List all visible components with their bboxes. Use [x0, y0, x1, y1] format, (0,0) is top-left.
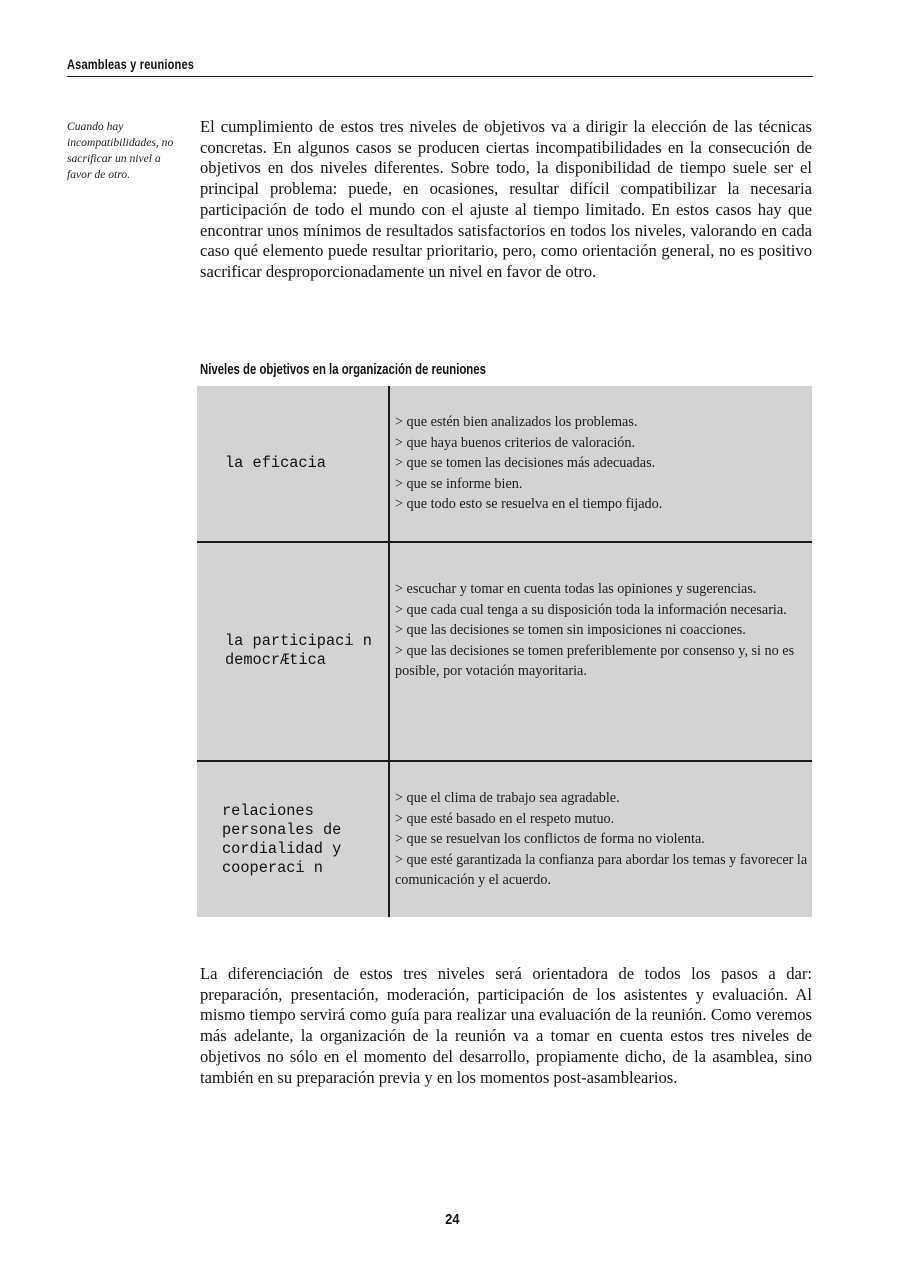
running-header-title: Asambleas y reuniones	[67, 57, 195, 72]
list-item: > que esté basado en el respeto mutuo.	[395, 810, 615, 827]
row-items-relations	[395, 788, 810, 891]
body-paragraph-closing: La diferenciación de estos tres niveles será orientadora de todos los pasos a dar: preparación, presentación, moderación, participación de los asistentes y evaluación. Al mismo tiempo servirá como guía para realizar una evaluación de la reunión. Como veremos más adelante, la organización de la reunión va a tomar en cuenta estos tres niveles de objetivos no sólo en el momento del desarrollo, propiamente dicho, de la asamblea, sino también en su preparación previa y en los momentos post-asamblearios.	[200, 964, 812, 1087]
list-item: > que las decisiones se tomen preferiblemente por consenso y, si no es posible, por votación mayoritaria.	[395, 642, 795, 680]
list-item: > que haya buenos criterios de valoración.	[395, 434, 636, 451]
row-items-participation	[395, 579, 810, 682]
list-item: > que se informe bien.	[395, 475, 523, 492]
list-item: > que se resuelvan los conflictos de forma no violenta.	[395, 831, 705, 848]
row-label-efficacy: la eficacia	[225, 454, 326, 472]
margin-note: Cuando hay incompatibilidades, no sacrificar un nivel a favor de otro.	[67, 120, 174, 182]
page-number-value: 24	[445, 1211, 460, 1228]
list-item: > que se tomen las decisiones más adecuadas.	[395, 455, 656, 472]
table-caption: Niveles de objetivos en la organización de reuniones	[200, 362, 486, 378]
list-item: > escuchar y tomar en cuenta todas las opiniones y sugerencias.	[395, 581, 757, 597]
running-header	[67, 54, 813, 77]
table-row-divider	[197, 541, 812, 543]
list-item: > que las decisiones se tomen sin imposiciones ni coacciones.	[395, 622, 746, 639]
page-number	[0, 1211, 905, 1228]
list-item: > que todo esto se resuelva en el tiempo fijado.	[395, 496, 663, 513]
row-items-efficacy	[395, 412, 810, 515]
list-item: > que esté garantizada la confianza para abordar los temas y favorecer la comunicación y el acuerdo.	[395, 851, 808, 889]
row-label-relations: relaciones personales de cordialidad y cooperaci n	[222, 802, 342, 877]
list-item: > que cada cual tenga a su disposición toda la información necesaria.	[395, 601, 787, 618]
objectives-table	[197, 386, 812, 917]
list-item: > que estén bien analizados los problemas.	[395, 414, 638, 430]
body-paragraph-intro: El cumplimiento de estos tres niveles de objetivos va a dirigir la elección de las técnicas concretas. En algunos casos se producen ciertas incompatibilidades en la consecución de objetivos en dos niveles diferentes. Sobre todo, la disponibilidad de tiempo suele ser el principal problema: puede, en ocasiones, resultar difícil compatibilizar la necesaria participación de todo el mundo con el ajuste al tiempo limitado. En estos casos hay que encontrar unos mínimos de resultados satisfactorios en todos los niveles, valorando en cada caso qué elemento puede resultar prioritario, pero, como orientación general, no es positivo sacrificar desproporcionadamente un nivel en favor de otro.	[200, 117, 812, 281]
table-column-divider	[388, 386, 390, 917]
table-row-divider	[197, 760, 812, 762]
row-label-participation: la participaci n democrÆtica	[225, 632, 372, 669]
list-item: > que el clima de trabajo sea agradable.	[395, 790, 620, 806]
